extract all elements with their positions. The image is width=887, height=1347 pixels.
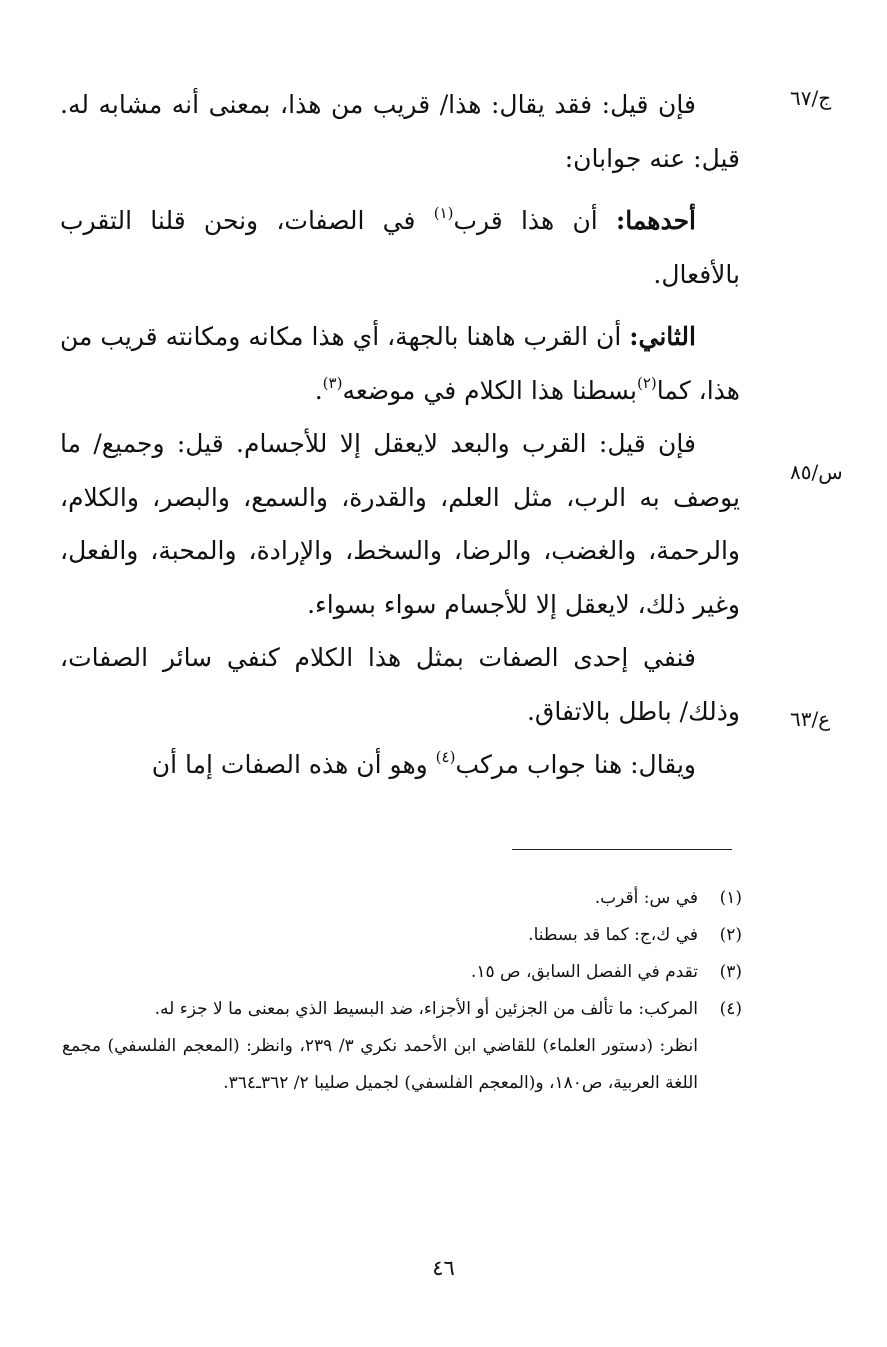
paragraph bbox=[60, 310, 740, 417]
footnote-ref: (٢) bbox=[636, 373, 657, 392]
paragraph bbox=[60, 194, 740, 301]
margin-reference: س/٨٥ bbox=[790, 460, 843, 484]
paragraph-text: . bbox=[314, 375, 323, 405]
paragraph: فإن قيل: القرب والبعد لايعقل إلا للأجسام. قيل: وجميع/ ما يوصف به الرب، مثل العلم، والقدرة، والسمع، والبصر، والكلام، والرحمة، والغضب، والرضا، والسخط، والإرادة، والمحبة، والفعل، وغير ذلك، لايعقل إلا للأجسام سواء بسواء. bbox=[60, 429, 740, 619]
paragraph-text: أن القرب هاهنا بالجهة، أي هذا مكانه ومكانته قريب من هذا، كما bbox=[60, 322, 740, 405]
paragraph: فنفي إحدى الصفات بمثل هذا الكلام كنفي سائر الصفات، وذلك/ باطل بالاتفاق. bbox=[60, 643, 740, 726]
footnote-text: تقدم في الفصل السابق، ص ١٥. bbox=[470, 962, 698, 982]
paragraph-label: الثاني: bbox=[629, 322, 696, 351]
page-number: ٤٦ bbox=[432, 1256, 455, 1280]
footnote bbox=[62, 991, 742, 1028]
footnote-number: (٣) bbox=[719, 962, 742, 982]
paragraph-text: ويقال: هنا جواب مركب bbox=[455, 750, 696, 779]
paragraph-text: أن هذا قرب bbox=[453, 206, 616, 235]
footnote-text: في ك،ج: كما قد بسطنا. bbox=[528, 925, 698, 945]
footnote-ref: (٣) bbox=[322, 373, 343, 392]
footnote-number: (٢) bbox=[719, 925, 742, 945]
footnote-continuation bbox=[62, 1028, 742, 1102]
footnote-number: (٤) bbox=[719, 999, 742, 1019]
paragraph-text: في الصفات، ونحن قلنا التقرب بالأفعال. bbox=[60, 206, 740, 289]
footnote-text: في س: أقرب. bbox=[594, 888, 698, 908]
main-text bbox=[60, 78, 740, 792]
footnote-divider bbox=[512, 849, 732, 850]
footnote bbox=[62, 880, 742, 917]
footnote bbox=[62, 954, 742, 991]
margin-reference: ع/٦٣ bbox=[790, 707, 831, 731]
footnote-ref: (١) bbox=[433, 204, 454, 222]
paragraph-text: بسطنا هذا الكلام في موضعه bbox=[342, 375, 637, 405]
margin-reference: ج/٦٧ bbox=[790, 86, 832, 110]
footnote-text: انظر: (دستور العلماء) للقاضي ابن الأحمد نكري ٣/ ٢٣٩، وانظر: (المعجم الفلسفي) مجمع اللغة العربية، ص١٨٠، و(المعجم الفلسفي) لجميل صليبا ٢/ ٣٦٢ـ٣٦٤. bbox=[62, 1036, 698, 1093]
footnote-text: المركب: ما تألف من الجزئين أو الأجزاء، ضد البسيط الذي بمعنى ما لا جزء له. bbox=[154, 999, 698, 1019]
paragraph-text: وهو أن هذه الصفات إما أن bbox=[151, 750, 436, 779]
paragraph-label: أحدهما: bbox=[615, 206, 696, 235]
footnote-ref: (٤) bbox=[435, 748, 456, 766]
footnote-number: (١) bbox=[719, 888, 742, 908]
footnotes bbox=[62, 880, 742, 1102]
footnote bbox=[62, 917, 742, 954]
paragraph: فإن قيل: فقد يقال: هذا/ قريب من هذا، بمعنى أنه مشابه له. قيل: عنه جوابان: bbox=[60, 90, 740, 173]
paragraph bbox=[60, 738, 740, 792]
